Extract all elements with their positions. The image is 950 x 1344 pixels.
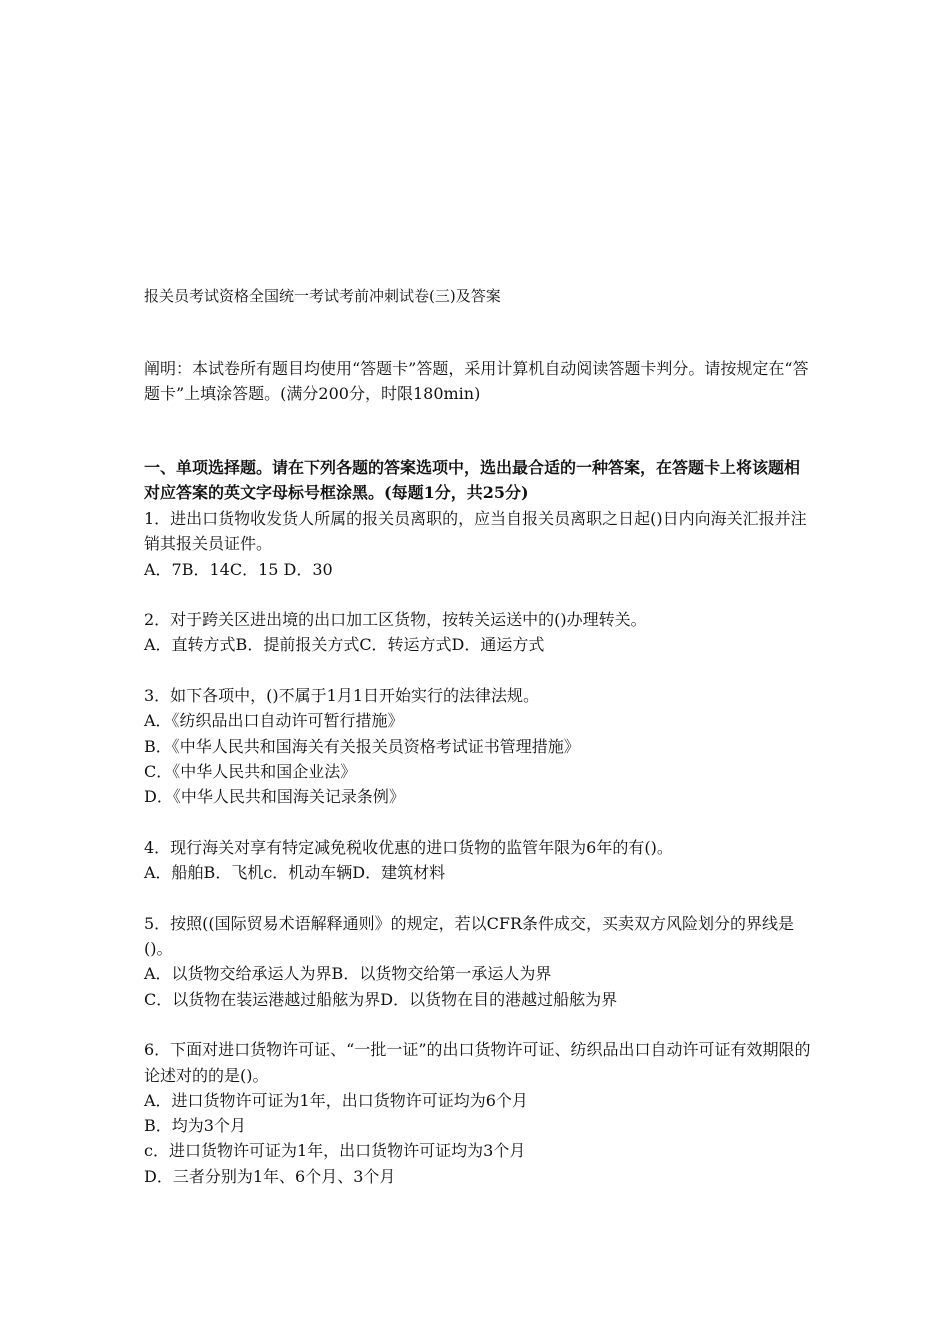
question-option-d: D．《中华人民共和国海关记录条例》 <box>144 787 405 807</box>
question-text: 6．下面对进口货物许可证、“一批一证”的出口货物许可证、纺织品出口自动许可证有效期限的论述对的的是()。 <box>144 1040 811 1085</box>
question-4 <box>144 835 814 886</box>
question-options: A．船舶B．飞机c．机动车辆D．建筑材料 <box>144 863 446 883</box>
question-options-ab: A．以货物交给承运人为界B．以货物交给第一承运人为界 <box>144 964 552 984</box>
document-title: 报关员考试资格全国统一考试考前冲刺试卷(三)及答案 <box>144 287 501 305</box>
question-option-b: B．均为3个月 <box>144 1116 246 1136</box>
question-1 <box>144 506 814 582</box>
question-text: 2．对于跨关区进出境的出口加工区货物，按转关运送中的()办理转关。 <box>144 610 647 630</box>
question-option-c: c．进口货物许可证为1年，出口货物许可证均为3个月 <box>144 1141 526 1161</box>
question-2 <box>144 607 814 658</box>
question-6 <box>144 1037 814 1189</box>
question-option-c: C．《中华人民共和国企业法》 <box>144 761 357 781</box>
question-text: 1．进出口货物收发货人所属的报关员离职的，应当自报关员离职之日起()日内向海关汇报并注销其报关员证件。 <box>144 509 807 554</box>
exam-instructions: 阐明：本试卷所有题目均使用“答题卡”答题，采用计算机自动阅读答题卡判分。请按规定在“答题卡”上填涂答题。(满分200分，时限180min) <box>144 359 809 403</box>
question-text: 3．如下各项中，()不属于1月1日开始实行的法律法规。 <box>144 686 540 706</box>
question-text: 4．现行海关对享有特定减免税收优惠的进口货物的监管年限为6年的有()。 <box>144 837 673 857</box>
question-option-a: A．进口货物许可证为1年，出口货物许可证均为6个月 <box>144 1090 528 1110</box>
question-text: 5．按照((国际贸易术语解释通则》的规定，若以CFR条件成交，买卖双方风险划分的界线是()。 <box>144 913 795 959</box>
question-option-a: A．《纺织品出口自动许可暂行措施》 <box>144 711 404 731</box>
section-heading: 一、单项选择题。请在下列各题的答案选项中，选出最合适的一种答案，在答题卡上将该题相对应答案的英文字母标号框涂黑。(每题1分，共25分) <box>144 458 801 502</box>
question-options-cd: C．以货物在装运港越过船舷为界D．以货物在目的港越过船舷为界 <box>144 989 618 1009</box>
question-option-b: B．《中华人民共和国海关有关报关员资格考试证书管理措施》 <box>144 736 580 756</box>
question-options: A．7B．14C．15 D．30 <box>144 559 333 579</box>
question-options: A．直转方式B．提前报关方式C．转运方式D．通运方式 <box>144 635 545 655</box>
question-list <box>144 506 814 1214</box>
question-5 <box>144 911 814 1012</box>
question-3 <box>144 683 814 809</box>
question-option-d: D．三者分别为1年、6个月、3个月 <box>144 1166 396 1186</box>
